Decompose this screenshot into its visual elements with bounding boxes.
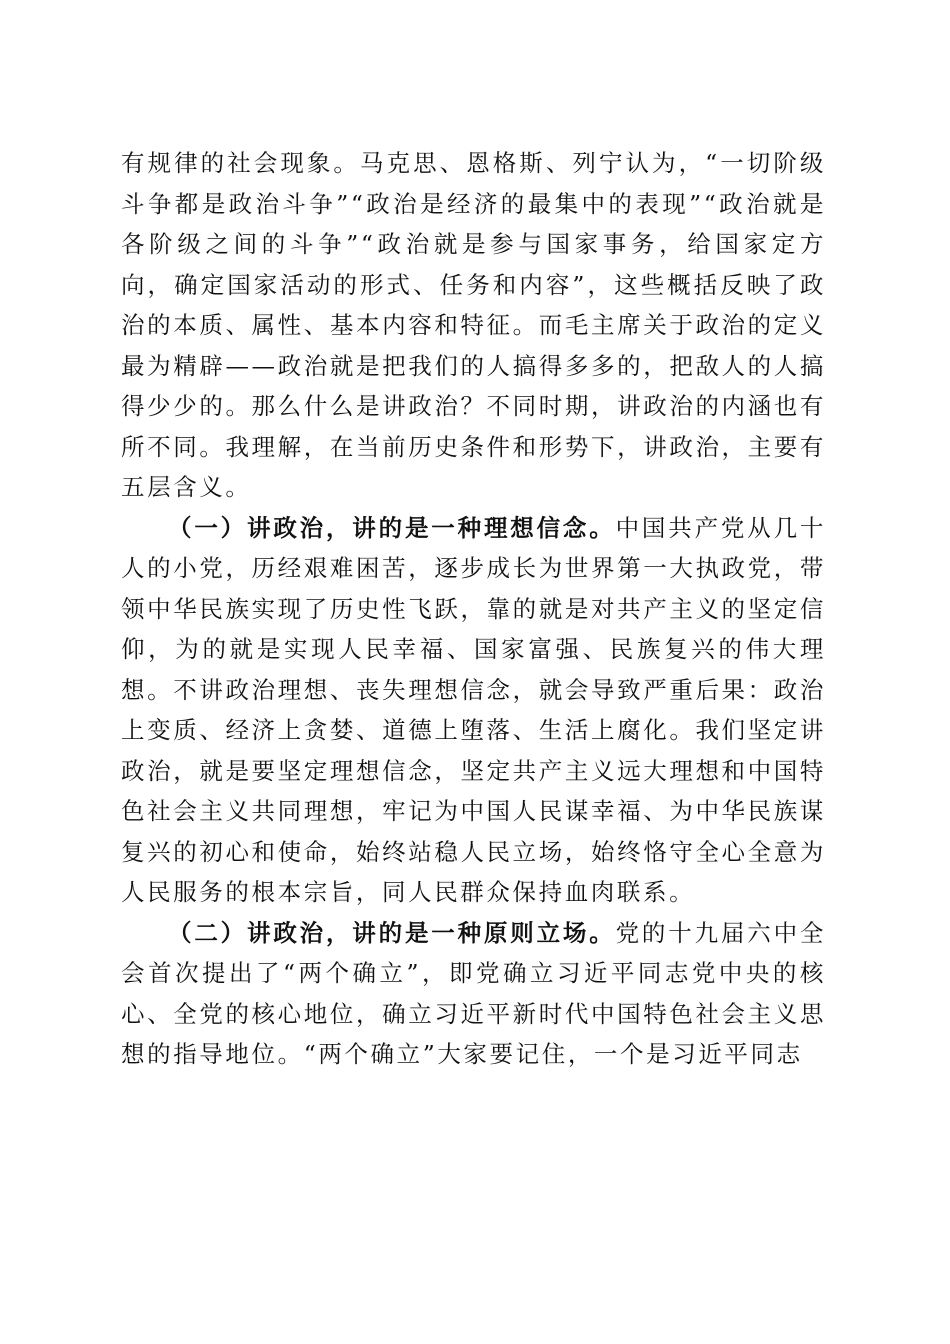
paragraph-section-2 [121,913,826,1075]
paragraph-intro [121,143,826,508]
paragraph-intro-text: 有规律的社会现象。马克思、恩格斯、列宁认为，“一切阶级斗争都是政治斗争”“政治是经济的最集中的表现”“政治就是各阶级之间的斗争”“政治就是参与国家事务，给国家定方向，确定国家活动的形式、任务和内容”，这些概括反映了政治的本质、属性、基本内容和特征。而毛主席关于政治的定义最为精辟——政治就是把我们的人搞得多多的，把敌人的人搞得少少的。那么什么是讲政治？不同时期，讲政治的内涵也有所不同。我理解，在当前历史条件和形势下，讲政治，主要有五层含义。 [121,149,826,501]
document-body [121,143,826,1075]
section-1-text: 中国共产党从几十人的小党，历经艰难困苦，逐步成长为世界第一大执政党，带领中华民族实现了历史性飞跃，靠的就是对共产主义的坚定信仰，为的就是实现人民幸福、国家富强、民族复兴的伟大理想。不讲政治理想、丧失理想信念，就会导致严重后果：政治上变质、经济上贪婪、道德上堕落、生活上腐化。我们坚定讲政治，就是要坚定理想信念，坚定共产主义远大理想和中国特色社会主义共同理想，牢记为中国人民谋幸福、为中华民族谋复兴的初心和使命，始终站稳人民立场，始终恪守全心全意为人民服务的根本宗旨，同人民群众保持血肉联系。 [121,513,826,906]
section-1-heading: （一）讲政治，讲的是一种理想信念。 [168,513,616,542]
paragraph-section-1 [121,508,826,913]
section-2-heading: （二）讲政治，讲的是一种原则立场。 [168,918,616,947]
section-2-text: 党的十九届六中全会首次提出了“两个确立”，即党确立习近平同志党中央的核心、全党的核心地位，确立习近平新时代中国特色社会主义思想的指导地位。“两个确立”大家要记住，一个是习近平同志 [121,918,826,1068]
